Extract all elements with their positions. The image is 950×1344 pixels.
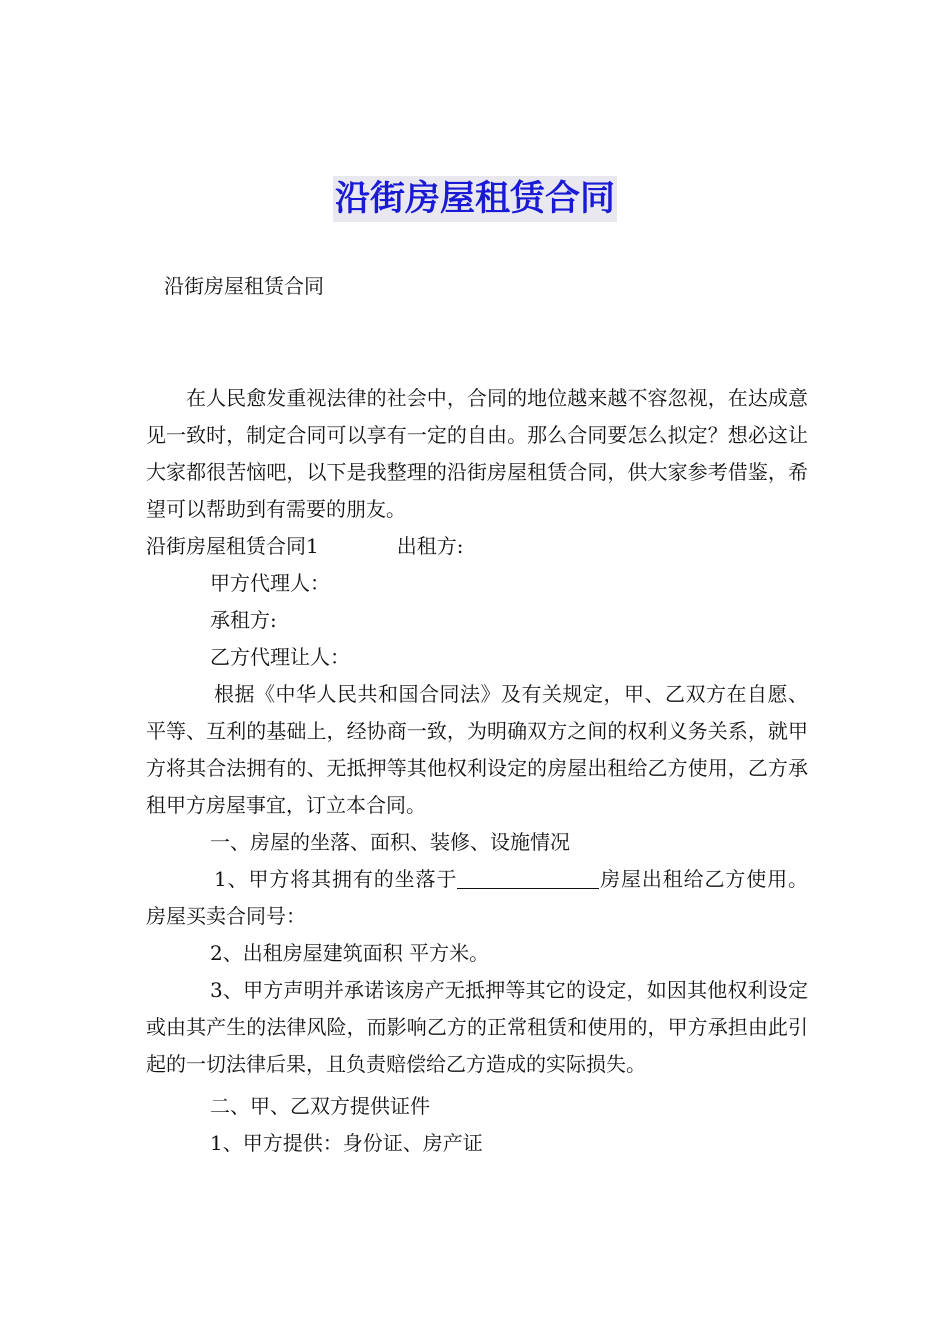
intro-paragraph: 在人民愈发重视法律的社会中，合同的地位越来越不容忽视，在达成意见一致时，制定合同可以享有一定的自由。那么合同要怎么拟定？想必这让大家都很苦恼吧，以下是我整理的沿街房屋租赁合同，供大家参考借鉴，希望可以帮助到有需要的朋友。: [146, 386, 808, 521]
document-subtitle: 沿街房屋租赁合同: [164, 274, 324, 298]
item-1-1: [146, 861, 808, 935]
party-b-agent-label: 乙方代理让人：: [210, 645, 350, 669]
contract-heading: 沿街房屋租赁合同1: [146, 534, 319, 558]
address-blank: [457, 866, 599, 889]
basis-paragraph: 根据《中华人民共和国合同法》及有关规定，甲、乙双方在自愿、平等、互利的基础上，经协商一致，为明确双方之间的权利义务关系，就甲方将其合法拥有的、无抵押等其他权利设定的房屋出租给乙方使用，乙方承租甲方房屋事宜，订立本合同。: [146, 682, 808, 817]
item-1-3: 3、甲方声明并承诺该房产无抵押等其它的设定，如因其他权利设定或由其产生的法律风险，而影响乙方的正常租赁和使用的，甲方承担由此引起的一切法律后果，且负责赔偿给乙方造成的实际损失。: [146, 978, 808, 1076]
lessee-label: 承租方:: [210, 608, 277, 632]
item-1-1-text-a: 1、甲方将其拥有的坐落于: [214, 867, 458, 891]
title-area: [0, 176, 950, 222]
item-1-1-text-b: 房屋出租给乙方使用。房屋买卖合同号：: [146, 867, 808, 928]
item-2-1: 1、甲方提供：身份证、房产证: [210, 1131, 483, 1155]
document-title: 沿街房屋租赁合同: [333, 176, 617, 222]
lessor-label: 出租方:: [396, 534, 464, 558]
party-a-agent-label: 甲方代理人：: [210, 571, 330, 595]
section-1-heading: 一、房屋的坐落、面积、装修、设施情况: [210, 830, 570, 854]
document-body: [146, 380, 808, 1162]
contract-heading-line: [146, 528, 808, 565]
section-2-heading: 二、甲、乙双方提供证件: [210, 1094, 430, 1118]
item-1-2: 2、出租房屋建筑面积 平方米。: [210, 941, 490, 965]
